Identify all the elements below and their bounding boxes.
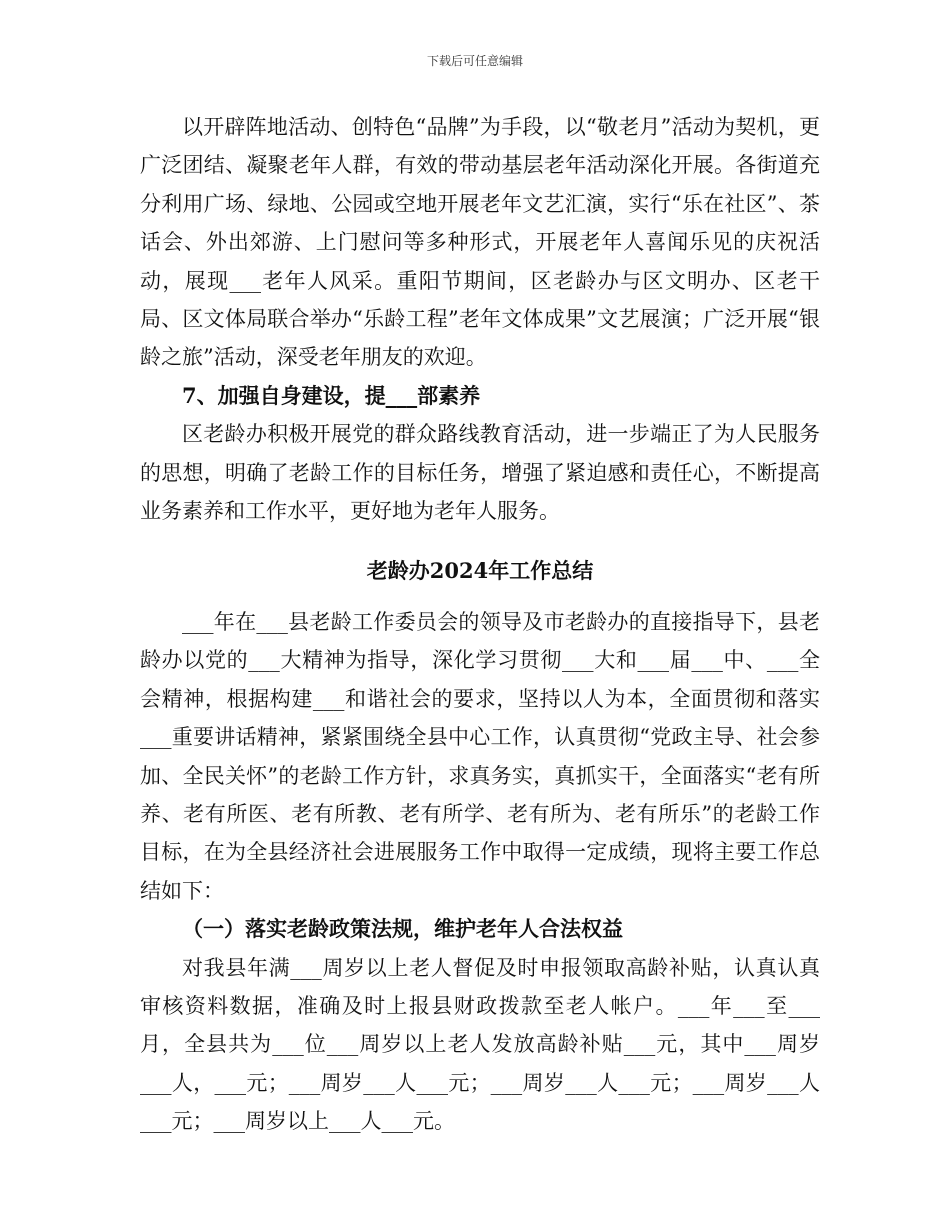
heading-self-building: 7、加强自身建设，提___部素养	[182, 382, 481, 408]
page-header: 下载后可任意编辑	[426, 54, 523, 68]
document-title: 老龄办2024年工作总结	[366, 558, 594, 584]
document-body	[140, 108, 820, 1141]
paragraph-activities: 以开辟阵地活动、创特色“品牌”为手段，以“敬老月”活动为契机，更广泛团结、凝聚老年人群，有效的带动基层老年活动深化开展。各街道充分利用广场、绿地、公园或空地开展老年文艺汇演，实行“乐在社区”、茶话会、外出郊游、上门慰问等多种形式，开展老年人喜闻乐见的庆祝活动，展现___老年人风采。重阳节期间，区老龄办与区文明办、区老干局、区文体局联合举办“乐龄工程”老年文体成果”文艺展演；广泛开展“银龄之旅”活动，深受老年朋友的欢迎。	[140, 115, 820, 370]
paragraph-self-building: 区老龄办积极开展党的群众路线教育活动，进一步端正了为人民服务的思想，明确了老龄工作的目标任务，增强了紧迫感和责任心，不断提高业务素养和工作水平，更好地为老年人服务。	[140, 422, 820, 524]
heading-policy: （一）落实老龄政策法规，维护老年人合法权益	[182, 916, 623, 942]
paragraph-subsidy: 对我县年满___周岁以上老人督促及时申报领取高龄补贴，认真认真审核资料数据，准确及时上报县财政拨款至老人帐户。___年___至___月，全县共为___位___周岁以上老人发放高龄补贴___元，其中___周岁___人，___元；___周岁___人___元；___周岁___人___元；___周岁___人___元；___周岁以上___人___元。	[140, 955, 820, 1134]
paragraph-intro: ___年在___县老龄工作委员会的领导及市老龄办的直接指导下，县老龄办以党的___大精神为指导，深化学习贯彻___大和___届___中、___全会精神，根据构建___和谐社会的要求，坚持以人为本，全面贯彻和落实___重要讲话精神，紧紧围绕全县中心工作，认真贯彻“党政主导、社会参加、全民关怀”的老龄工作方针，求真务实，真抓实干，全面落实“老有所养、老有所医、老有所教、老有所学、老有所为、老有所乐”的老龄工作目标，在为全县经济社会进展服务工作中取得一定成绩，现将主要工作总结如下：	[140, 609, 820, 903]
